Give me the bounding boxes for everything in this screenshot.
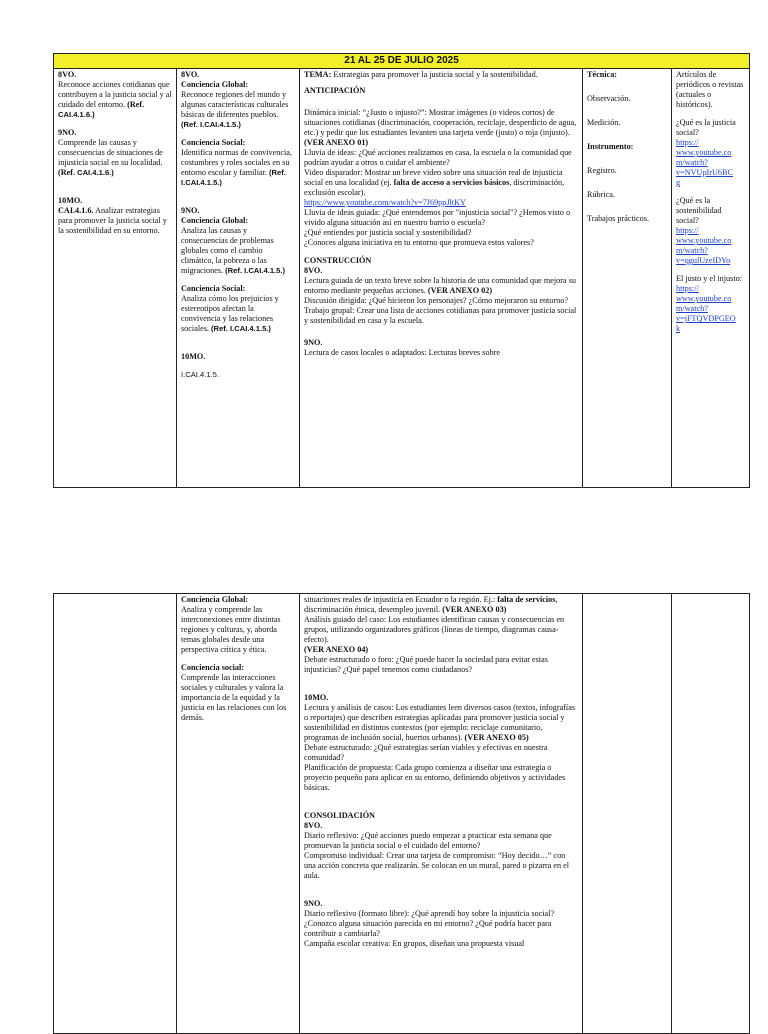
global-awareness-title: Conciencia Global: — [181, 216, 249, 226]
indicadores-column — [177, 594, 300, 1034]
construction-heading: CONSTRUCCIÓN — [304, 256, 372, 266]
grade-10-title: 10MO. — [181, 352, 206, 362]
anticipation-heading: ANTICIPACIÓN — [304, 86, 366, 96]
annex-ref: (VER ANEXO 01) — [304, 138, 369, 148]
resource-text: ¿Qué es la justicia social? — [676, 118, 736, 138]
grade-9-skill: Comprende las causas y consecuencias de situaciones de injusticia social en su localidad. — [58, 138, 163, 168]
social-awareness-title: Conciencia Social: — [181, 284, 246, 294]
activity-text: Campaña escolar creativa: En grupos, diseñan una propuesta visual — [304, 939, 525, 948]
grade-9-title: 9NO. — [181, 206, 200, 216]
technique-label: Técnica: — [587, 70, 618, 80]
social-awareness-title: Conciencia social: — [181, 663, 244, 672]
topic-text: Estrategias para promover la justicia social y la sostenibilidad. — [333, 70, 538, 80]
activity-text: Lectura guiada de un texto breve sobre la historia de una comunidad que mejora su entorno mediante pequeñas acciones. — [304, 276, 576, 296]
grade-8-title: 8VO. — [58, 70, 77, 80]
annex-ref: (VER ANEXO 03) — [442, 605, 507, 614]
actividades-column — [300, 69, 583, 488]
global-awareness-ref: (Ref. I.CAI.4.1.5.) — [181, 120, 241, 130]
social-awareness-ref: (Ref. I.CAI.4.1.5.) — [181, 168, 286, 188]
activity-text: ¿Qué entiendes por justicia social y sostenibilidad? — [304, 228, 472, 238]
recursos-column — [672, 69, 750, 488]
technique-item: Medición. — [587, 118, 621, 128]
indicadores-column — [177, 69, 300, 488]
planning-table-page-2 — [53, 593, 750, 1034]
resource-text: Artículos de periódicos o revistas (actuales o históricos). — [676, 70, 744, 110]
grade-9-title: 9NO. — [304, 338, 323, 348]
grade-10-title: 10MO. — [304, 693, 329, 702]
grade-8-ref-code: CAI.4.1.6.) — [58, 110, 95, 120]
activity-text: Lluvia de ideas: ¿Qué acciones realizamos en casa, la escuela o la comunidad que podrían ayudar a otros o cuidar el ambiente? — [304, 148, 572, 168]
activity-emphasis: falta de servicios — [497, 595, 556, 604]
activity-text: Planificación de propuesta: Cada grupo comienza a diseñar una estrategia o proyecto pequeño para aplicar en su entorno, definiendo objetivos y actividades básicas. — [304, 763, 566, 792]
evaluacion-column — [583, 594, 672, 1034]
topic-label: TEMA: — [304, 70, 332, 80]
resource-link[interactable]: https:// www.youtube.co m/watch? v=jFTQVDPGEO k — [676, 284, 736, 334]
activity-text: Video disparador: Mostrar un breve video sobre una situación real de injusticia social en una localidad (ej. — [304, 168, 563, 188]
activity-text: Compromiso individual: Crear una tarjeta de compromiso: “Hoy decido…” con una acción concreta que realizarán. Se colocan en un mural, pared o pizarra en el aula. — [304, 851, 570, 880]
instrument-item: Registro. — [587, 166, 617, 176]
activity-text: , discriminación étnica, desempleo juvenil. — [304, 595, 558, 614]
activity-text: Dinámica inicial: “¿Justo o injusto?”: Mostrar imágenes (o videos cortos) de situaciones cotidianas (discriminación, cooperación, reciclaje, desperdicio de agua, etc.) y pedir que los estudiantes levanten una tarjeta verde (justo) o roja (injusto). — [304, 108, 577, 138]
social-awareness-text: Identifica normas de convivencia, costumbres y roles sociales en su entorno escolar y familiar. — [181, 148, 292, 178]
global-awareness-text: Analiza y comprende las interconexiones entre distintas regiones y culturas, y, aborda temas globales desde una perspectiva crítica y ética. — [181, 605, 281, 654]
activity-text: Diario reflexivo (formato libre): ¿Qué aprendí hoy sobre la injusticia social? ¿Conozco alguna situación parecida en mi entorno? ¿Qué podría hacer para contribuir a cambiarla? — [304, 909, 555, 938]
actividades-column — [300, 594, 583, 1034]
instrument-item: Trabajos prácticos. — [587, 214, 650, 224]
global-awareness-title: Conciencia Global: — [181, 595, 249, 604]
activity-text: Lluvia de ideas guiada: ¿Qué entendemos por "injusticia social"? ¿Hemos visto o vivido alguna situación así en nuestro barrio o escuela? — [304, 208, 571, 228]
consolidation-heading: CONSOLIDACIÓN — [304, 811, 375, 820]
grade-8-title: 8VO. — [304, 821, 323, 830]
resource-text: ¿Qué es la sostenibilidad social? — [676, 196, 722, 226]
recursos-column — [672, 594, 750, 1034]
grade-9-title: 9NO. — [304, 899, 323, 908]
global-awareness-text: Analiza las causas y consecuencias de problemas globales como el cambio climático, la pobreza o las migraciones. — [181, 226, 274, 276]
grade-8-skill: Reconoce acciones cotidianas que contribuyen a la justicia social y al cuidado del entorno. — [58, 80, 172, 110]
activity-text: Diario reflexivo: ¿Qué acciones puedo empezar a practicar esta semana que promuevan la justicia social o el cuidado del entorno? — [304, 831, 552, 850]
activity-text: , discriminación, exclusión escolar). — [304, 178, 565, 198]
activity-text: Debate estructurado: ¿Qué estrategias serían viables y efectivas en nuestra comunidad? — [304, 743, 548, 762]
technique-item: Observación. — [587, 94, 631, 104]
grade-9-title: 9NO. — [58, 128, 77, 138]
date-header: 21 AL 25 DE JULIO 2025 — [54, 54, 750, 69]
grade-8-ref: (Ref. — [127, 100, 145, 110]
annex-ref: (VER ANEXO 02) — [427, 286, 493, 296]
grade-10-skill: Analizar estrategias para promover la justicia social y la sostenibilidad en su entorno. — [58, 206, 167, 236]
activity-text: Lectura de casos locales o adaptados: Lecturas breves sobre — [304, 348, 500, 358]
instrument-item: Rúbrica. — [587, 190, 615, 200]
resource-link[interactable]: https:// www.youtube.co m/watch? v=qgulUzeIDYo — [676, 226, 732, 266]
grade-9-ref-code: CAI.4.1.6.) — [77, 168, 114, 178]
grade-10-code: CAI.4.1.6. — [58, 206, 94, 216]
instrument-label: Instrumento: — [587, 142, 634, 152]
global-awareness-title: Conciencia Global: — [181, 80, 249, 90]
activity-text: situaciones reales de injusticia en Ecuador o la región. Ej.: — [304, 595, 496, 604]
planning-table-page-1 — [53, 53, 750, 488]
social-awareness-title: Conciencia Social: — [181, 138, 246, 148]
destrezas-column — [54, 69, 177, 488]
grade-9-ref: (Ref. — [58, 168, 76, 178]
activity-text: Discusión dirigida: ¿Qué hicieron los personajes? ¿Cómo mejoraron su entorno? — [304, 296, 568, 306]
grade-8-title: 8VO. — [304, 266, 323, 276]
activity-text: ¿Conoces alguna iniciativa en tu entorno que promueva estos valores? — [304, 238, 534, 248]
grade-8-title: 8VO. — [181, 70, 200, 80]
activity-text: Análisis guiado del caso: Los estudiantes identifican causas y consecuencias en grupos, utilizando organizadores gráficos (líneas de tiempo, diagramas causa-efecto). — [304, 615, 565, 644]
grade-10-code: I.CAI.4.1.5. — [181, 370, 219, 380]
resource-link[interactable]: https:// www.youtube.co m/watch? v=NVUpIrU6BC g — [676, 138, 733, 188]
social-awareness-ref: (Ref. I.CAI.4.1.5.) — [211, 324, 271, 334]
youtube-link[interactable]: https://www.youtube.com/watch?v=7J69ppJltKY — [304, 198, 466, 208]
resource-text: El justo y el injusto: — [676, 274, 742, 284]
annex-ref: (VER ANEXO 05) — [464, 733, 529, 742]
social-awareness-text: Analiza cómo los prejuicios y estereotipos afectan la convivencia y las relaciones sociales. — [181, 294, 279, 334]
activity-text: Debate estructurado o foro: ¿Qué puede hacer la sociedad para evitar estas injusticias? ¿Qué papel tenemos como ciudadanos? — [304, 655, 548, 674]
evaluacion-column — [583, 69, 672, 488]
social-awareness-text: Comprende las interacciones sociales y culturales y valora la importancia de la equidad y la justicia en las relaciones con los demás. — [181, 673, 287, 722]
activity-text: Trabajo grupal: Crear una lista de acciones cotidianas para promover justicia social y sostenibilidad en casa y la escuela. — [304, 306, 577, 326]
annex-ref: (VER ANEXO 04) — [304, 645, 369, 654]
grade-10-title: 10MO. — [58, 196, 83, 206]
destrezas-column — [54, 594, 177, 1034]
activity-emphasis: falta de acceso a servicios básicos — [393, 178, 510, 188]
activity-text: Lectura y análisis de casos: Los estudiantes leen diversos casos (textos, infografías o reportajes) que describen estrategias aplicadas para promover justicia social y sostenibilidad en distintos contextos (por ejemplo: reciclaje comunitario, programas de inclusión social, huertos urbanos). — [304, 703, 576, 742]
global-awareness-ref: (Ref. I.CAI.4.1.5.) — [225, 266, 286, 276]
global-awareness-text: Reconoce regiones del mundo y algunas características culturales básicas de diferentes pueblos. — [181, 90, 289, 120]
